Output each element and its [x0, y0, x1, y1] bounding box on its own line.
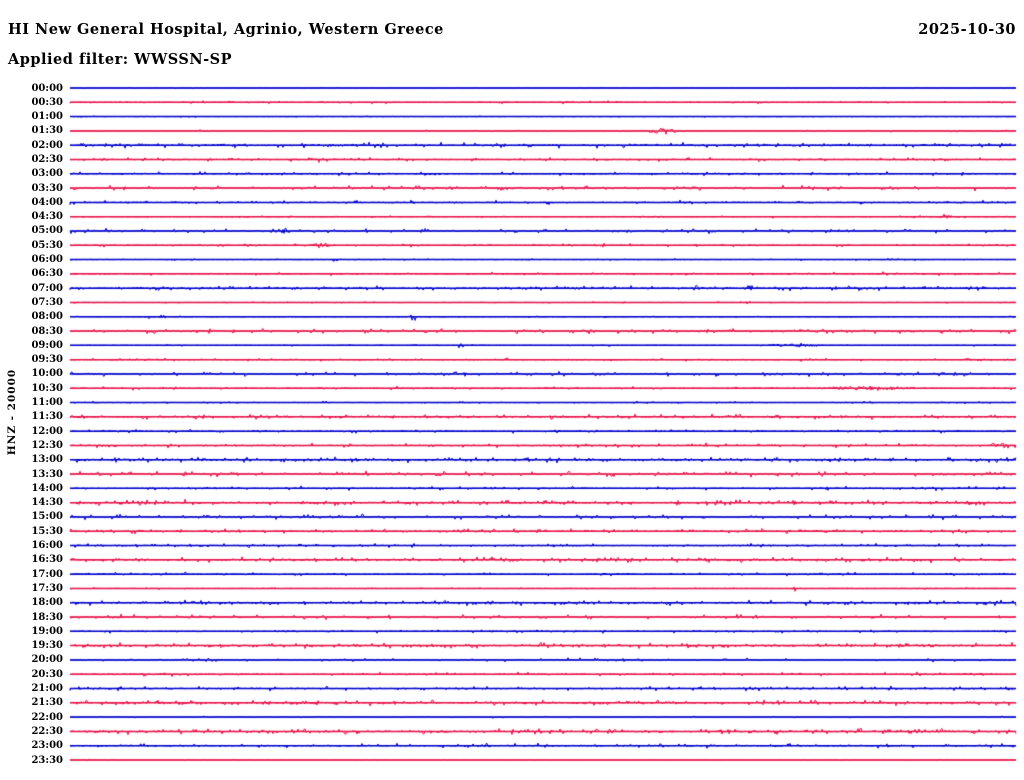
trace-time-label: 18:30: [31, 611, 63, 623]
trace-time-label: 20:30: [31, 668, 63, 680]
trace-time-label: 02:30: [31, 153, 63, 165]
trace-time-label: 10:30: [31, 382, 63, 394]
date-label: 2025-10-30: [918, 21, 1016, 38]
trace-time-label: 05:00: [31, 225, 63, 237]
trace-time-label: 21:00: [31, 683, 63, 694]
trace-time-label: 23:30: [31, 754, 63, 766]
trace-time-label: 12:30: [31, 439, 63, 451]
trace-time-label: 01:00: [31, 111, 63, 123]
trace-time-label: 11:00: [31, 397, 63, 409]
trace-time-label: 00:30: [31, 96, 63, 108]
trace-time-label: 08:00: [31, 311, 63, 323]
trace-time-label: 08:30: [31, 325, 63, 337]
trace-time-label: 02:00: [31, 139, 63, 151]
trace-time-label: 12:00: [31, 425, 63, 437]
trace-time-label: 17:30: [31, 582, 63, 594]
trace-time-label: 06:30: [31, 268, 63, 280]
trace-time-label: 00:00: [31, 82, 63, 94]
trace-time-label: 10:00: [31, 368, 63, 380]
trace-time-label: 19:00: [31, 625, 63, 637]
trace-time-label: 07:00: [31, 282, 63, 294]
trace-time-label: 17:00: [31, 568, 63, 580]
trace-time-label: 16:30: [31, 554, 63, 566]
trace-time-label: 21:30: [31, 697, 63, 709]
trace-time-label: 15:00: [31, 511, 63, 523]
trace-time-label: 05:30: [31, 239, 63, 251]
trace-time-label: 18:00: [31, 597, 63, 609]
filter-label: Applied filter: WWSSN-SP: [8, 51, 233, 68]
trace-time-label: 09:30: [31, 354, 63, 366]
station-title: HI New General Hospital, Agrinio, Western Greece: [8, 21, 444, 38]
trace-time-label: 04:30: [31, 211, 63, 223]
trace-time-label: 19:30: [31, 640, 63, 652]
trace-time-label: 09:00: [31, 339, 63, 351]
trace-time-label: 04:00: [31, 196, 63, 208]
trace-time-label: 20:00: [31, 654, 63, 666]
trace-time-label: 03:00: [31, 168, 63, 180]
trace-time-label: 13:00: [31, 454, 63, 466]
trace-time-label: 03:30: [31, 182, 63, 194]
trace-time-label: 16:00: [31, 540, 63, 552]
trace-time-label: 13:30: [31, 468, 63, 480]
trace-time-label: 14:30: [31, 497, 63, 509]
trace-time-label: 01:30: [31, 125, 63, 137]
trace-time-label: 22:30: [31, 725, 63, 737]
trace-time-label: 11:30: [31, 411, 63, 423]
trace-time-label: 07:30: [31, 296, 63, 308]
trace-time-label: 15:30: [31, 525, 63, 537]
trace-time-label: 06:00: [31, 254, 63, 266]
trace-time-label: 14:00: [31, 482, 63, 494]
trace-time-label: 22:00: [31, 711, 63, 723]
trace-time-label: 23:00: [31, 740, 63, 752]
y-axis-channel-scale-label: HNZ - 20000: [6, 368, 18, 456]
